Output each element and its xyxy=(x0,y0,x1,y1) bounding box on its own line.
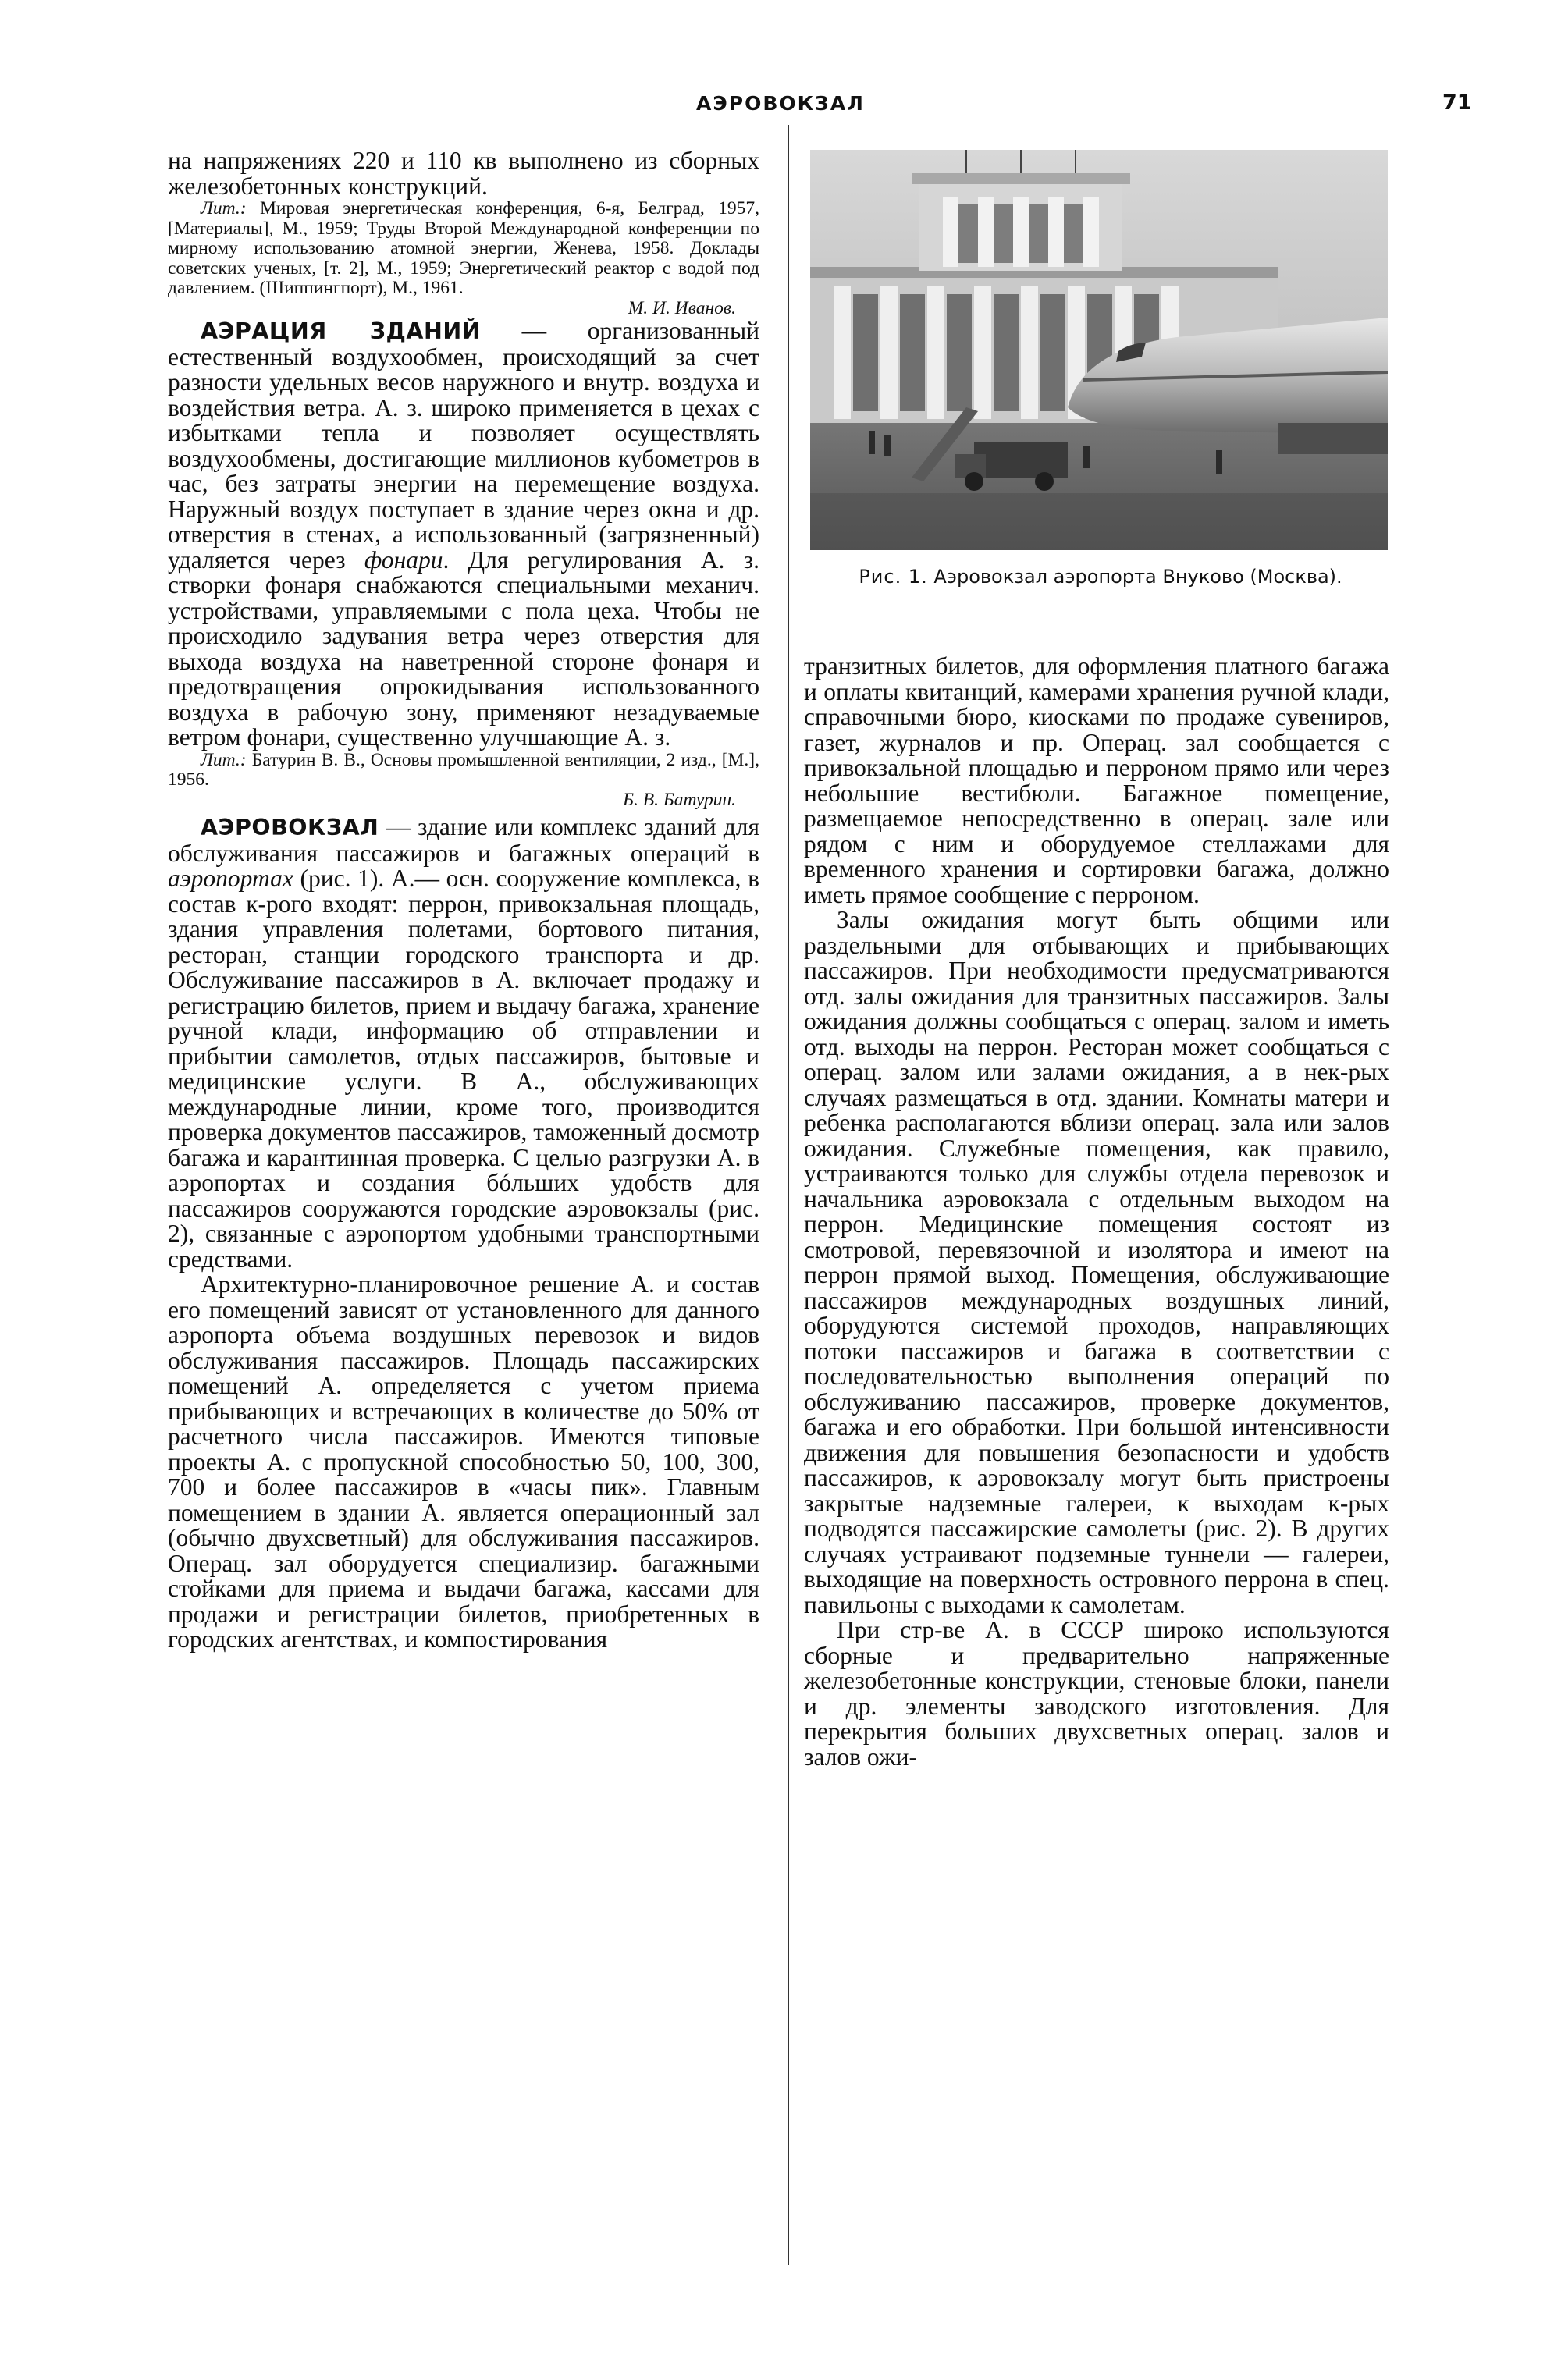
figure-caption xyxy=(804,567,1397,588)
literature-label: Лит.: xyxy=(201,198,247,218)
literature-block xyxy=(168,751,759,811)
literature-text: Мировая энергетическая конференция, 6-я, Белград, 1957, [Материалы], М., 1959; Труды Второй Международной конференции по мирному использованию атомной энергии, Женева, 1958. Доклады советских ученых, [т. 2], М., 1959; Энергетический реактор с водой под давлением. (Шиппингпорт), М., 1961. xyxy=(168,198,760,298)
article-author: Б. В. Батурин. xyxy=(623,789,736,810)
page-number: 71 xyxy=(1442,91,1472,115)
headword-aeration: АЭРАЦИЯ ЗДАНИЙ xyxy=(201,318,482,344)
right-column xyxy=(804,654,1389,1770)
paragraph-construction: При стр-ве А. в СССР широко используются сборные и предварительно напряженные железобетонные конструкции, стеновые блоки, панели и др. элементы заводского изготовления. Для перекрытия больших двухсветных операц. залов и залов ожи- xyxy=(804,1616,1389,1771)
paragraph-waiting-rooms: Залы ожидания могут быть общими или раздельными для отбывающих и прибывающих пассажиров. При необходимости предусматриваются отд. залы ожидания для транзитных пассажиров. Залы ожидания должны сообщаться с операц. залом и иметь отд. выходы на перрон. Ресторан может сообщаться с операц. залом или залами ожидания, а в нек-рых случаях размещаться в отд. здании. Комнаты матери и ребенка располагаются вблизи операц. зала или залов ожидания. Служебные помещения, как правило, устраиваются только для службы отдела перевозок и начальника аэровокзала с отдельным выходом на перрон. Медицинские помещения состоят из смотровой, перевязочной и изолятора и имеют на перрон прямой выход. Помещения, обслуживающие пассажиров международных воздушных линий, оборудуются системой проходов, направляющих потоки пассажиров и багажа в соответствии с последовательностью выполнения операций по обслуживанию пассажиров, проверке документов, багажа и его обработки. При большой интенсивности движения для повышения безопасности и удобств пассажиров, к аэровокзалу могут быть пристроены закрытые надземные галереи, к выходам к-рых подводятся пассажирские самолеты (рис. 2). В других случаях устраивают подземные туннели — галереи, выходящие на поверхность островного перрона в спец. павильоны с выходами к самолетам. xyxy=(804,906,1389,1618)
literature-text: Батурин В. В., Основы промышленной вентиляции, 2 изд., [М.], 1956. xyxy=(168,749,759,790)
airport-photo xyxy=(810,150,1388,550)
figure-photo-vnukovo xyxy=(810,150,1388,550)
figure-caption-text: Аэровокзал аэропорта Внуково (Москва). xyxy=(933,566,1342,588)
column-divider xyxy=(788,125,789,2265)
article-text: . Для регулирования А. з. створки фонаря снабжаются специальными механич. устройствами, управляемыми с пола цеха. Чтобы не происходило задувания ветра через отверстия для выхода воздуха на наветренной стороне фонаря и предотвращения опрокидывания использованного воздуха в рабочую зону, применяют незадуваемые ветром фонари, существенно улучшающие А. з. xyxy=(168,545,759,751)
article-airport xyxy=(168,815,759,1272)
cross-reference-link[interactable]: фонари xyxy=(364,545,443,574)
paragraph-planning: Архитектурно-планировочное решение А. и состав его помещений зависят от установленного для данного аэропорта объема воздушных перевозок и видов обслуживания пассажиров. Площадь пассажирских помещений А. определяется с учетом приема прибывающих и встречающих в количестве до 50% от расчетного числа пассажиров. Имеются типовые проекты А. с пропускной способностью 50, 100, 300, 700 и более пассажиров в «часы пик». Главным помещением в здании А. является операционный зал (обычно двухсветный) для обслуживания пассажиров. Операц. зал оборудуется специализир. багажными стойками для приема и выдачи багажа, кассами для продажи и регистрации билетов, приобретенных в городских агентствах, и компостирования xyxy=(168,1270,759,1653)
article-text: — здание или комплекс зданий для обслуживания пассажиров и багажных операций в xyxy=(168,813,759,867)
literature-label: Лит.: xyxy=(201,749,247,770)
article-aeration xyxy=(168,318,759,751)
continuation-text: на напряжениях 220 и 110 кв выполнено из сборных железобетонных конструкций. xyxy=(168,147,759,200)
running-head: АЭРОВОКЗАЛ xyxy=(696,92,865,115)
article-text: (рис. 1). А.— осн. сооружение комплекса, в состав к-рого входят: перрон, привокзальная площадь, здания управления полетами, бортового питания, ресторан, станции городского транспорта и др. Обслуживание пассажиров в А. включает продажу и регистрацию билетов, прием и выдачу багажа, хранение ручной клади, информацию об отправлении и прибытии самолетов, отдых пассажиров, бытовые и медицинские услуги. В А., обслуживающих международные линии, кроме того, производится проверка документов пассажиров, таможенный досмотр багажа и карантинная проверка. С целью разгрузки А. в аэропортах и создания бóльших удобств для пассажиров сооружаются городские аэровокзалы (рис. 2), связанные с аэропортом удобными транспортными средствами. xyxy=(168,865,759,1273)
paragraph-continuation: транзитных билетов, для оформления платного багажа и оплаты квитанций, камерами хранения ручной клади, справочными бюро, киосками по продаже сувениров, газет, журналов и пр. Операц. зал сообщается с привокзальной площадью и перроном прямо или через небольшие вестибюли. Багажное помещение, размещаемое непосредственно в операц. зале или рядом с ним и оборудуемое стеллажами для временного хранения и сортировки багажа, должно иметь прямое сообщение с перроном. xyxy=(804,652,1389,908)
article-author: М. И. Иванов. xyxy=(628,297,736,318)
cross-reference-link[interactable]: аэропортах xyxy=(168,865,293,892)
literature-block xyxy=(168,199,759,318)
article-text: — организованный естественный воздухообмен, происходящий за счет разности удельных весов наружного и внутр. воздуха и воздействия ветра. А. з. широко применяется в цехах с избытками тепла и позволяет осуществлять воздухообмены, достигающие миллионов кубометров в час, без затраты энергии на перемещение воздуха. Наружный воздух поступает в здание через окна и др. отверстия в стенах, а использованный (загрязненный) удаляется через xyxy=(168,317,759,574)
headword-airport: АЭРОВОКЗАЛ xyxy=(201,815,379,840)
figure-label: Рис. 1. xyxy=(859,566,928,588)
left-column xyxy=(168,148,759,1653)
